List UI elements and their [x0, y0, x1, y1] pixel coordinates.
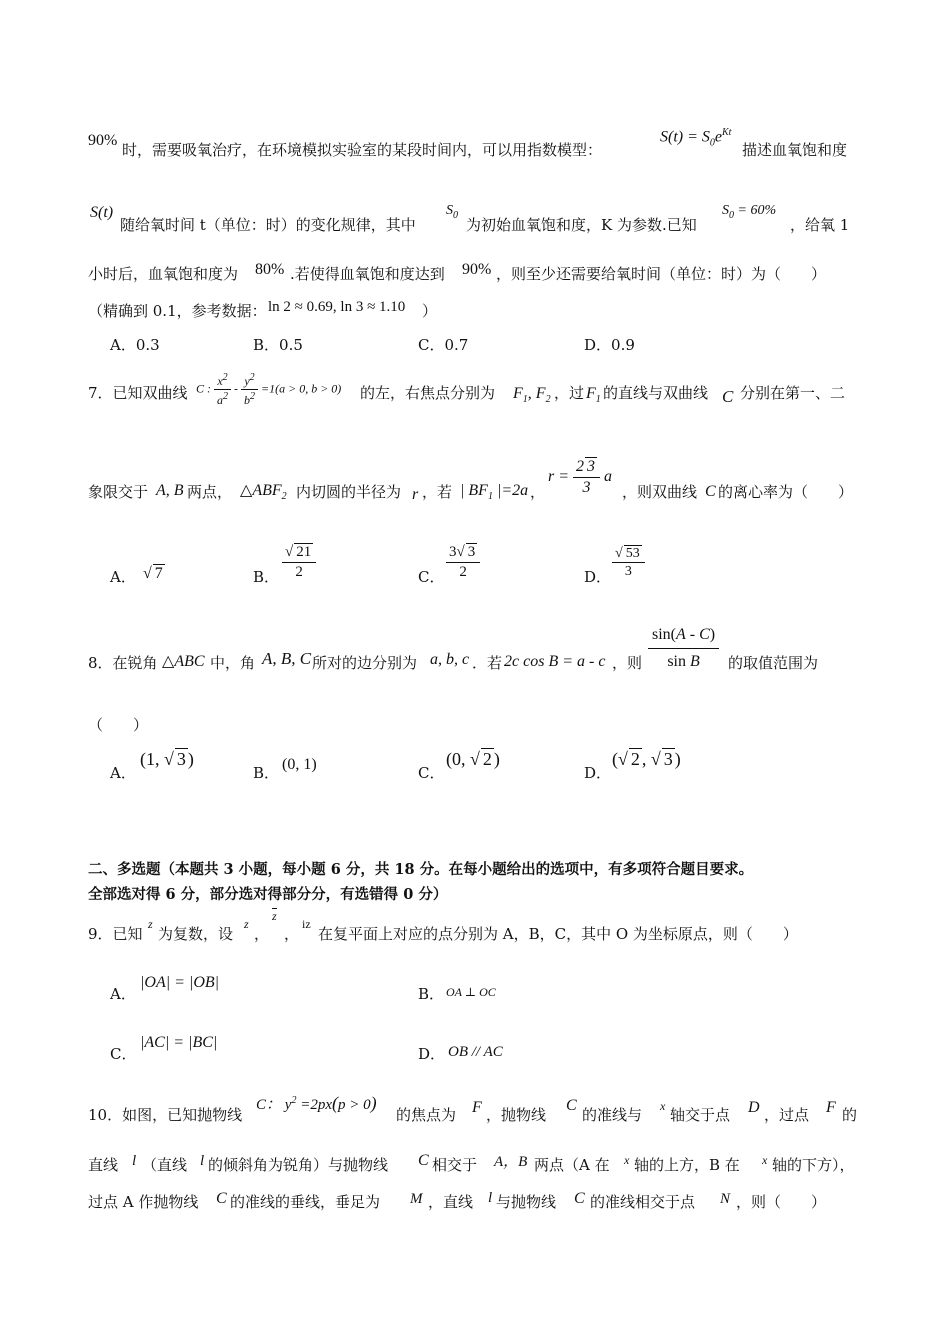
q6-s-of-t: S(t) [90, 204, 114, 221]
q6-option-d: D．0.9 [584, 336, 635, 354]
q9-option-a-value: |OA| = |OB| [140, 974, 220, 991]
q6-text: 为初始血氧饱和度，K 为参数.已知 [466, 216, 697, 234]
q6-text: 小时后，血氧饱和度为 [88, 265, 239, 283]
q6-90-percent: 90% [462, 261, 492, 278]
q10-text: 的准线与 [582, 1106, 643, 1124]
q10-text: 轴的下方）， [772, 1156, 855, 1174]
q7-curve-c: C [722, 387, 734, 406]
q7-text: 7．已知双曲线 [88, 384, 188, 402]
q7-text: ，则双曲线 [622, 483, 698, 501]
q10-text: 的焦点为 [396, 1106, 457, 1124]
q6-text: （精确到 0.1，参考数据： [88, 302, 267, 320]
q9-text: 9．已知 [88, 925, 143, 943]
q8-sides: a, b, c [430, 651, 470, 668]
q6-option-a: A．0.3 [110, 336, 160, 354]
q10-curve-c: C [566, 1097, 577, 1114]
q7-text: ，过 [554, 384, 585, 402]
q6-model-formula: $S(t) = S_0e^{Kt}$ [660, 127, 732, 149]
q9-option-d-value: OB // AC [448, 1044, 503, 1060]
q9-option-c-value: |AC| = |BC| [140, 1034, 218, 1051]
q7-option-c-value: $\frac{3√ 3}{2}$ [446, 544, 480, 580]
q7-option-b-label: B． [253, 568, 280, 586]
q8-answer-paren: （ ） [88, 716, 149, 734]
q10-text: 过点 A 作抛物线 [88, 1193, 199, 1211]
q10-text: 的准线的垂线，垂足为 [230, 1193, 381, 1211]
q7-text: 象限交于 [88, 483, 149, 501]
q7-option-b-value: $\frac{√ 21}{2}$ [282, 544, 316, 580]
q8-text: 的取值范围为 [728, 654, 819, 672]
q10-text: 轴交于点 [670, 1106, 731, 1124]
section-2-title-line-1: 二、多选题（本题共 3 小题，每小题 6 分，共 18 分。在每小题给出的选项中，有多项符合题目要求。 [88, 861, 754, 878]
q10-text: 直线 [88, 1156, 119, 1174]
q10-parabola-equation: C： $y^2 =2px(p > 0)$ [256, 1093, 377, 1113]
q9-z-conjugate: z [272, 909, 277, 923]
q10-point-m: M [410, 1191, 423, 1207]
q6-90-percent: 90% [88, 132, 118, 149]
q10-curve-c: C [574, 1190, 585, 1207]
q10-text: 轴的上方，B 在 [634, 1156, 740, 1174]
q7-bf1-condition: | $BF_1$ |=2a [460, 482, 529, 503]
q7-points-ab: A, B [156, 482, 184, 499]
q10-text: 的 [842, 1106, 858, 1124]
q9-comma: ， [254, 925, 270, 943]
q9-text: 为复数，设 [158, 925, 234, 943]
section-2-title-line-2: 全部选对得 6 分，部分选对得部分分，有选错得 0 分） [88, 886, 448, 903]
q6-option-b: B．0.5 [253, 336, 303, 354]
q9-option-d-label: D． [418, 1045, 446, 1063]
q7-text: 分别在第一、二 [740, 384, 846, 402]
q7-text: 内切圆的半径为 [296, 483, 402, 501]
q10-curve-c: C [216, 1190, 227, 1207]
q8-angles: A, B, C [262, 649, 312, 668]
q6-option-c: C．0.7 [418, 336, 469, 354]
q7-option-a-value: √ 7 [143, 565, 163, 582]
q9-z: z [148, 917, 153, 931]
q8-triangle: △ABC [162, 653, 205, 670]
q9-option-b-value: OA ⊥ OC [446, 985, 496, 999]
q7-option-d-value: $\frac{√ 53}{3}$ [612, 546, 645, 580]
q8-expression: $\frac{\sin(A - C)}{\text{sin B}}$ [648, 626, 719, 670]
q8-option-a-label: A． [110, 764, 136, 782]
q10-text: ，直线 [428, 1193, 474, 1211]
q7-triangle: $\triangle ABF_2$ [240, 482, 287, 503]
q7-foci: $F_1$, $F_2$ [513, 385, 551, 406]
q7-text: 的左，右焦点分别为 [360, 384, 496, 402]
q8-option-a-value: (1, √ 3 ) [140, 749, 194, 769]
q8-condition: 2c cos B = a - c [504, 653, 606, 670]
q9-text: 在复平面上对应的点分别为 A，B，C，其中 O 为坐标原点，则（ ） [318, 925, 798, 943]
q8-option-d-label: D． [584, 764, 612, 782]
q10-line-l: l [132, 1153, 137, 1169]
q9-comma: ， [284, 925, 300, 943]
q6-s0-value: $S_0 = 60\%$ [722, 203, 777, 221]
q10-text: ，过点 [764, 1106, 810, 1124]
q6-text: 描述血氧饱和度 [742, 141, 848, 159]
q8-option-c-value: (0, √ 2 ) [446, 749, 500, 769]
q10-text: ，抛物线 [486, 1106, 547, 1124]
q8-option-d-value: (√ 2 , √ 3 ) [612, 749, 681, 769]
q9-iz: iz [302, 917, 311, 931]
q7-text: 的直线与双曲线 [603, 384, 709, 402]
q6-80-percent: 80% [255, 261, 285, 278]
q9-option-b-label: B． [418, 985, 445, 1003]
q10-point-d: D [748, 1099, 760, 1116]
q10-curve-c: C [418, 1152, 429, 1169]
q6-text: ） [422, 302, 438, 320]
q6-text: ，则至少还需要给氧时间（单位：时）为（ ） [496, 265, 827, 283]
q9-z: z [244, 917, 249, 931]
q7-f1: $F_1$ [586, 385, 601, 406]
q7-curve-c: C [705, 483, 716, 500]
q7-text: 两点， [187, 483, 233, 501]
q10-line-l: l [488, 1190, 493, 1206]
q10-point-n: N [720, 1191, 731, 1207]
q10-text: （直线 [142, 1156, 188, 1174]
q6-text: ，给氧 1 [790, 216, 850, 234]
q10-points-ab: A，B [494, 1154, 528, 1170]
q7-text: ，若 [422, 483, 453, 501]
q7-option-d-label: D． [584, 568, 612, 586]
q7-hyperbola-equation: C : $\frac{x^2}{a^2}$ - $\frac{y^2}{b^2}$ =1(a > 0, b > 0) [196, 372, 342, 408]
q8-text: ，则 [612, 654, 643, 672]
q6-reference-data: ln 2 ≈ 0.69, ln 3 ≈ 1.10 [268, 299, 406, 315]
q8-option-b-label: B． [253, 764, 280, 782]
q8-option-c-label: C． [418, 764, 445, 782]
q6-text: .若使得血氧饱和度达到 [290, 265, 445, 283]
q10-focus-f: F [826, 1099, 836, 1116]
q6-s0: $S_0$ [446, 203, 458, 221]
q10-x-axis: x [660, 1099, 666, 1113]
q6-text: 随给氧时间 t（单位：时）的变化规律，其中 [120, 216, 416, 234]
q10-line-l: l [200, 1153, 205, 1169]
q10-focus-f: F [472, 1099, 482, 1116]
q8-text: 中，角 [210, 654, 256, 672]
q10-text: 与抛物线 [496, 1193, 557, 1211]
q9-option-c-label: C． [110, 1045, 137, 1063]
q9-option-a-label: A． [110, 985, 136, 1003]
q10-text: 的倾斜角为锐角）与抛物线 [208, 1156, 389, 1174]
q7-option-a-label: A． [110, 568, 136, 586]
q8-text: 8．在锐角 [88, 654, 158, 672]
q7-text: 的离心率为（ ） [718, 483, 854, 501]
q8-text: 所对的边分别为 [312, 654, 418, 672]
q10-x-axis: x [762, 1153, 768, 1167]
q10-text: ，则（ ） [736, 1193, 827, 1211]
q10-text: 相交于 [432, 1156, 478, 1174]
q7-radius-equation: r = $\frac{2 3}{3}$ a [548, 458, 613, 496]
q7-radius-r: r [412, 486, 419, 503]
q7-text: ， [530, 483, 546, 501]
q6-text: 时，需要吸氧治疗，在环境模拟实验室的某段时间内，可以用指数模型： [122, 141, 603, 159]
q10-text: 10．如图，已知抛物线 [88, 1106, 243, 1124]
q10-text: 的准线相交于点 [590, 1193, 696, 1211]
q8-text: ．若 [472, 654, 503, 672]
q10-text: 两点（A 在 [534, 1156, 610, 1174]
q7-option-c-label: C． [418, 568, 445, 586]
q10-x-axis: x [624, 1153, 630, 1167]
q8-option-b-value: (0, 1) [282, 756, 317, 773]
